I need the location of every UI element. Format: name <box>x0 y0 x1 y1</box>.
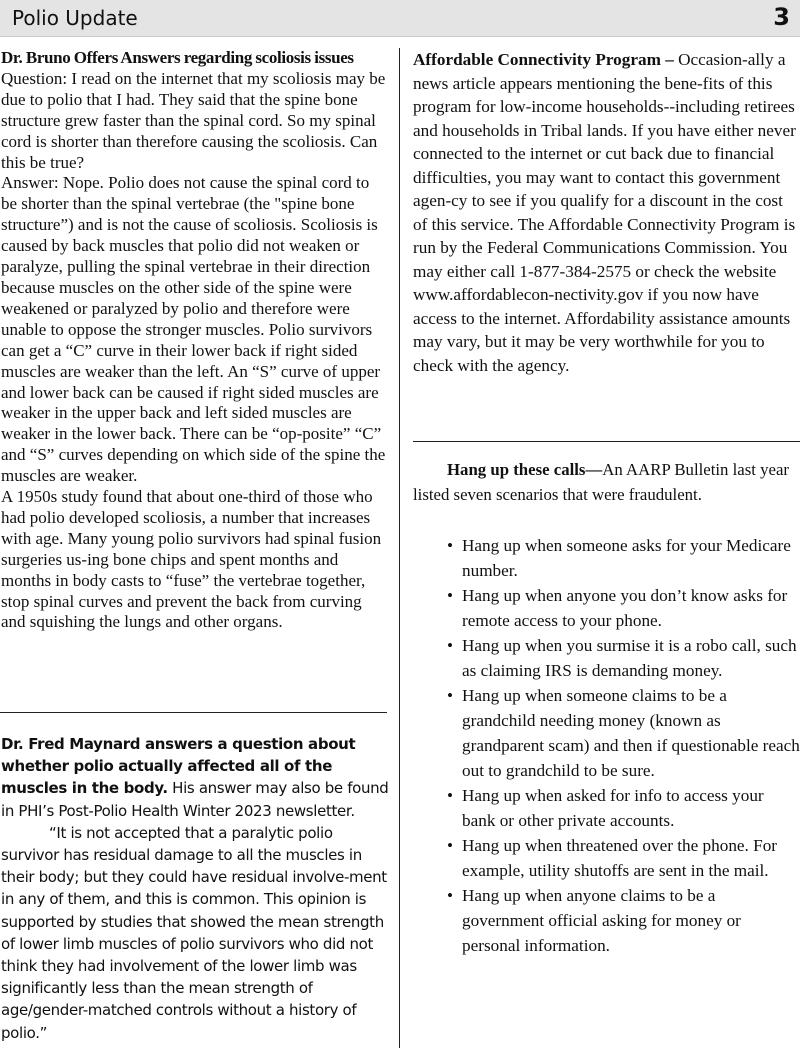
acp-body: Occasion-ally a news article appears mentioning the bene-fits of this program for low-income households--including retirees and households in Tribal lands. If you have either never connected to the internet or cut back due to financial difficulties, you may want to contact this government agen-cy to see if you qualify for a discount in the cost of this service. The Affordable Connectivity Program is run by the Federal Communications Commission. You may either call 1-877-384-2575 or check the website www.affordablecon-nectivity.gov if you now have access to the internet. Affordability assistance amounts may vary, but it may be very worthwhile for you to check with the agency. <box>413 50 796 375</box>
list-item <box>413 783 800 833</box>
list-item-text: Hang up when someone claims to be a grandchild needing money (known as grandparent scam) and then if questionable reach out to grandchild to be sure. <box>462 686 800 780</box>
list-item-text: Hang up when anyone you don’t know asks for remote access to your phone. <box>462 586 788 630</box>
bullet-icon: • <box>447 636 454 655</box>
list-item-text: Hang up when someone asks for your Medicare number. <box>462 536 791 580</box>
section-rule <box>0 712 387 713</box>
list-item <box>413 583 800 633</box>
hang-up-article <box>413 458 800 958</box>
hang-up-heading: Hang up these calls— <box>447 460 603 479</box>
bullet-icon: • <box>447 786 454 805</box>
maynard-heading: Dr. Fred Maynard answers a question about whether polio actually affected all of the muscles in the body. <box>1 735 356 798</box>
scoliosis-answer: Answer: Nope. Polio does not cause the spinal cord to be shorter than the spinal vertebrae (the "spine bone structure”) and is not the cause of scoliosis. Scoliosis is caused by back muscles that polio did not weaken or paralyze, pulling the spinal vertebrae in their direction because muscles on the other side of the spine were weakened or paralyzed by polio and therefore were unable to oppose the stronger muscles. Polio survivors can get a “C” curve in their lower back if right sided muscles are weaker than the left. An “S” curve of upper and lower back can be caused if right sided muscles are weaker in the upper back and left sided muscles are weaker in the lower back. There can be “op-posite” “C” and “S” curves depending on which side of the spine the muscles are weaker. <box>1 173 386 486</box>
list-item-text: Hang up when anyone claims to be a government official asking for money or personal information. <box>462 886 741 955</box>
list-item <box>413 833 800 883</box>
scoliosis-article <box>1 48 388 633</box>
page-header <box>0 0 800 37</box>
list-item <box>413 533 800 583</box>
list-item <box>413 633 800 683</box>
bullet-icon: • <box>447 886 454 905</box>
scoliosis-study: A 1950s study found that about one-third of those who had polio developed scoliosis, a number that increases with age. Many young polio survivors had spinal fusion surgeries us-ing bone chips and spent months and months in body casts to “fuse” the vertebrae together, stop spinal curves and prevent the back from curving and squishing the lungs and other organs. <box>1 487 382 632</box>
scoliosis-heading: Dr. Bruno Offers Answers regarding scoliosis issues <box>1 48 354 67</box>
hang-up-intro: An AARP Bulletin last year listed seven scenarios that were fraudulent. <box>413 460 790 504</box>
maynard-quote: “It is not accepted that a paralytic polio survivor has residual damage to all the muscles in their body; but they could have residual involve-ment in any of them, and this is common. This opinion is supported by studies that showed the mean strength of lower limb muscles of polio survivors who did not think they had involvement of the lower limb was significantly less than the mean strength of age/gender-matched controls without a history of polio.” <box>1 823 387 1042</box>
column-divider <box>399 48 400 1048</box>
list-item-text: Hang up when threatened over the phone. For example, utility shutoffs are sent in the mail. <box>462 836 778 880</box>
hang-up-list <box>413 533 800 958</box>
list-item <box>413 883 800 958</box>
list-item-text: Hang up when you surmise it is a robo call, such as claiming IRS is demanding money. <box>462 636 797 680</box>
maynard-intro-paragraph <box>1 733 391 822</box>
list-item <box>413 683 800 783</box>
acp-article <box>413 48 800 377</box>
page-number: 3 <box>773 3 790 31</box>
bullet-icon: • <box>447 836 454 855</box>
hang-up-intro-paragraph <box>413 458 800 507</box>
bullet-icon: • <box>447 686 454 705</box>
maynard-intro: His answer may also be found in PHI’s Post-Polio Health Winter 2023 newsletter. <box>1 779 389 820</box>
acp-heading: Affordable Connectivity Program – <box>413 50 674 69</box>
bullet-icon: • <box>447 586 454 605</box>
newsletter-title: Polio Update <box>12 6 138 30</box>
scoliosis-question: Question: I read on the internet that my scoliosis may be due to polio that I had. They said that the spine bone structure grew faster than the spinal cord. So my spinal cord is shorter than therefore causing the scoliosis. Can this be true? <box>1 68 386 172</box>
section-rule <box>413 441 800 442</box>
right-column <box>413 48 800 377</box>
left-column <box>1 48 388 633</box>
maynard-article <box>1 733 391 1044</box>
list-item-text: Hang up when asked for info to access your bank or other private accounts. <box>462 786 764 830</box>
bullet-icon: • <box>447 536 454 555</box>
